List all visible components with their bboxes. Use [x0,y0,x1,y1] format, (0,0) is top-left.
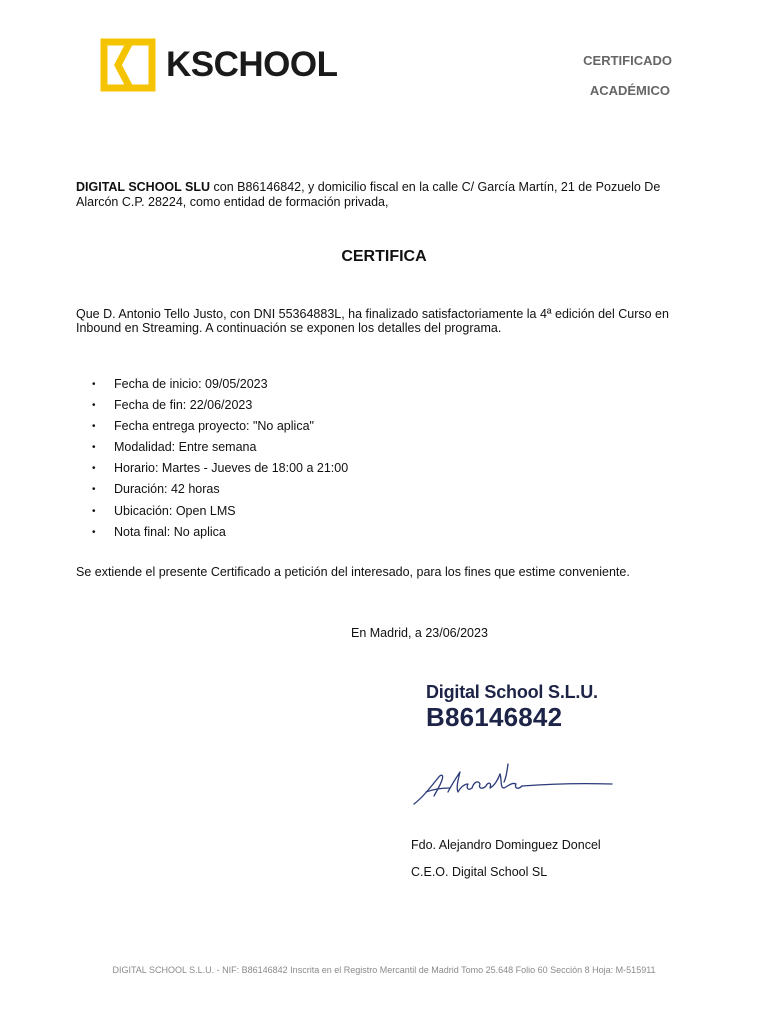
program-details-list [92,374,348,543]
stamp-company-name: Digital School S.L.U. [426,682,598,702]
list-item: • Fecha de fin: 22/06/2023 [92,395,348,416]
list-item: • Modalidad: Entre semana [92,437,348,458]
body-paragraph: Que D. Antonio Tello Justo, con DNI 55364883L, ha finalizado satisfactoriamente la 4ª edición del Curso en Inbound en Streaming. A continuación se exponen los detalles del programa. [76,307,669,335]
kschool-logo-icon [100,38,156,92]
list-item: • Horario: Martes - Jueves de 18:00 a 21:00 [92,458,348,479]
document-type-line2: ACADÉMICO [589,83,670,98]
company-stamp [426,682,598,732]
legal-footer: DIGITAL SCHOOL S.L.U. - NIF: B86146842 Inscrita en el Registro Mercantil de Madrid Tomo 25.648 Folio 60 Sección 8 Hoja: M-515911 [112,965,656,975]
document-type-heading [583,46,672,106]
list-item: • Duración: 42 horas [92,479,348,500]
list-item: • Ubicación: Open LMS [92,501,348,522]
company-name: DIGITAL SCHOOL SLU [76,180,211,194]
signatory-name: Fdo. Alejandro Dominguez Doncel [411,838,601,852]
stamp-nif: B86146842 [426,702,563,732]
certifica-heading: CERTIFICA [341,248,427,265]
intro-text: con B86146842, y domicilio fiscal en la calle C/ García Martín, 21 de Pozuelo De Alarcón C.P. 28224, como entidad de formación privada, [76,180,661,209]
list-item: • Nota final: No aplica [92,522,348,543]
closing-statement: Se extiende el presente Certificado a petición del interesado, para los fines que estime conveniente. [76,565,630,579]
intro-paragraph [76,180,692,210]
brand-name: KSCHOOL [166,45,338,84]
document-type-line1: CERTIFICADO [583,53,672,68]
signatory-role: C.E.O. Digital School SL [411,865,548,879]
list-item: • Fecha de inicio: 09/05/2023 [92,374,348,395]
handwritten-signature [408,758,618,812]
place-date: En Madrid, a 23/06/2023 [351,626,488,640]
list-item: • Fecha entrega proyecto: "No aplica" [92,416,348,437]
